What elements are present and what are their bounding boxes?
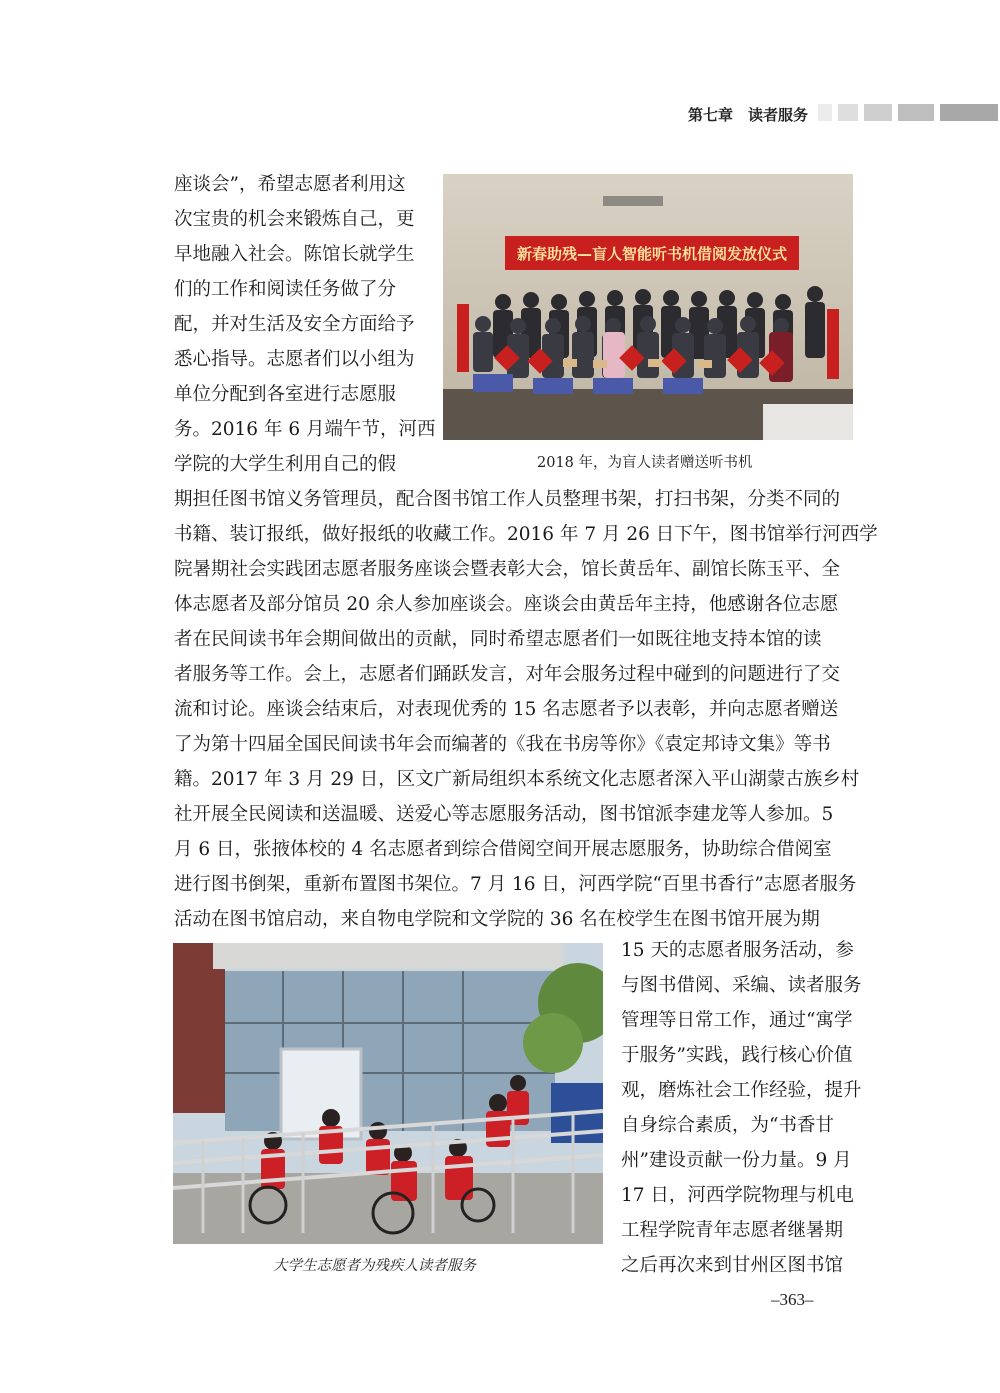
banner-text: 新春助残—盲人智能听书机借阅发放仪式 (516, 245, 788, 263)
text-line: 州”建设贡献一份力量。9 月 (621, 1150, 852, 1171)
header-decor-bar (940, 104, 998, 121)
text-line: 单位分配到各室进行志愿服 (174, 384, 397, 405)
text-line: 座谈会”，希望志愿者利用这 (174, 174, 406, 195)
header-decor-bar (818, 104, 832, 121)
text-line: 次宝贵的机会来锻炼自己，更 (174, 209, 415, 230)
text-line: 流和讨论。座谈会结束后，对表现优秀的 15 名志愿者予以表彰，并向志愿者赠送 (174, 699, 839, 720)
text-line: 进行图书倒架，重新布置图书架位。7 月 16 日，河西学院“百里书香行”志愿者服务 (174, 874, 857, 895)
volunteer-photo-image (173, 943, 603, 1244)
text-line: 者在民间读书年会期间做出的贡献，同时希望志愿者们一如既往地支持本馆的读 (174, 629, 822, 650)
text-line: 早地融入社会。陈馆长就学生 (174, 244, 415, 265)
text-line: 期担任图书馆义务管理员，配合图书馆工作人员整理书架，打扫书架，分类不同的 (174, 489, 841, 510)
text-line: 活动在图书馆启动，来自物电学院和文学院的 36 名在校学生在图书馆开展为期 (174, 909, 820, 930)
header-decor-bar (864, 104, 892, 121)
text-line: 社开展全民阅读和送温暖、送爱心等志愿服务活动，图书馆派李建龙等人参加。5 (174, 804, 834, 825)
group-photo-image (443, 174, 853, 440)
text-line: 于服务”实践，践行核心价值 (621, 1045, 853, 1066)
text-line: 15 天的志愿者服务活动，参 (621, 940, 854, 961)
text-line: 管理等日常工作，通过“寓学 (621, 1010, 853, 1031)
text-line: 与图书借阅、采编、读者服务 (621, 975, 862, 996)
text-line: 们的工作和阅读任务做了分 (174, 279, 397, 300)
text-line: 17 日，河西学院物理与机电 (621, 1185, 854, 1206)
text-line: 工程学院青年志愿者继暑期 (621, 1220, 844, 1241)
figure-group-photo (443, 174, 853, 440)
chapter-header: 第七章 读者服务 (688, 106, 809, 124)
text-line: 籍。2017 年 3 月 29 日，区文广新局组织本系统文化志愿者深入平山湖蒙古族乡村 (174, 769, 860, 790)
text-line: 院暑期社会实践团志愿者服务座谈会暨表彰大会，馆长黄岳年、副馆长陈玉平、全 (174, 559, 841, 580)
page-number: –363– (771, 1290, 814, 1309)
text-line: 月 6 日，张掖体校的 4 名志愿者到综合借阅空间开展志愿服务，协助综合借阅室 (174, 839, 832, 860)
header-decor-bar (838, 104, 858, 121)
text-line: 配，并对生活及安全方面给予 (174, 314, 415, 335)
figure-caption: 2018 年，为盲人读者赠送听书机 (537, 455, 753, 471)
text-line: 务。2016 年 6 月端午节，河西 (174, 419, 436, 440)
text-line: 学院的大学生利用自己的假 (174, 454, 397, 475)
figure-volunteer-photo (173, 943, 603, 1244)
text-line: 体志愿者及部分馆员 20 余人参加座谈会。座谈会由黄岳年主持，他感谢各位志愿 (174, 594, 839, 615)
figure-caption: 大学生志愿者为残疾人读者服务 (273, 1258, 476, 1274)
text-line: 自身综合素质，为“书香甘 (621, 1115, 834, 1136)
header-decor-bar (898, 104, 934, 121)
text-line: 者服务等工作。会上，志愿者们踊跃发言，对年会服务过程中碰到的问题进行了交 (174, 664, 841, 685)
text-line: 悉心指导。志愿者们以小组为 (174, 349, 415, 370)
text-line: 了为第十四届全国民间读书年会而编著的《我在书房等你》《袁定邦诗文集》等书 (174, 734, 831, 755)
text-line: 之后再次来到甘州区图书馆 (621, 1255, 844, 1276)
text-line: 书籍、装订报纸，做好报纸的收藏工作。2016 年 7 月 26 日下午，图书馆举行河西学 (174, 524, 878, 545)
text-line: 观，磨炼社会工作经验，提升 (621, 1080, 862, 1101)
